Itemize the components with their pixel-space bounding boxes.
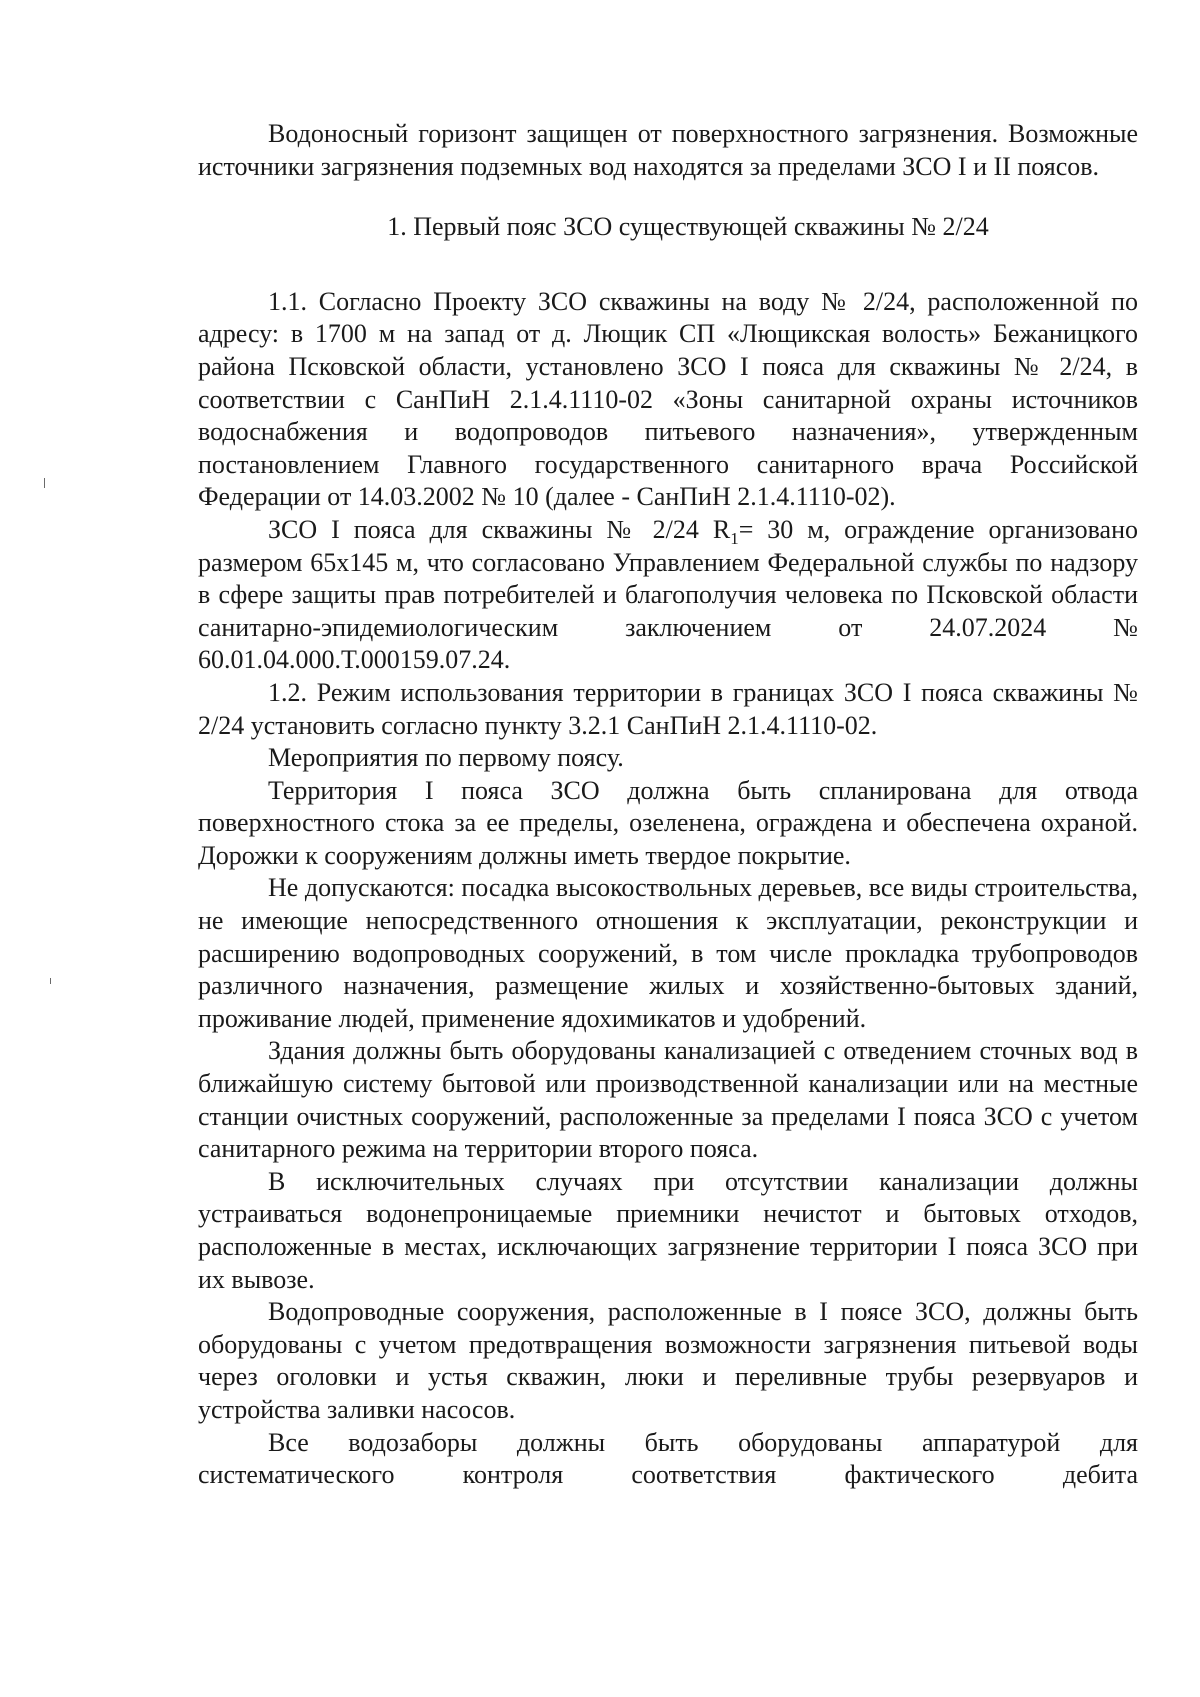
paragraph-1-1: 1.1. Согласно Проекту ЗСО скважины на воду № 2/24, расположенной по адресу: в 1700 м на запад от д. Лющик СП «Лющикская волость» Бежаницкого района Псковской области, установлено ЗСО I пояса для скважины № 2/24, в соответствии с СанПиН 2.1.4.1110-02 «Зоны санитарной охраны источников водоснабжения и водопроводов питьевого назначения», утвержденным постановлением Главного государственного санитарного врача Российской Федерации от 14.03.2002 № 10 (далее - СанПиН 2.1.4.1110-02). (198, 286, 1138, 512)
radius-subscript: 1 (730, 529, 739, 549)
scan-artifact (44, 478, 45, 488)
paragraph-territory: Территория I пояса ЗСО должна быть спланирована для отвода поверхностного стока за ее пределы, озеленена, ограждена и обеспечена охраной. Дорожки к сооружениям должны иметь твердое покрытие. (198, 775, 1138, 870)
intro-paragraph: Водоносный горизонт защищен от поверхностного загрязнения. Возможные источники загрязнения подземных вод находятся за пределами ЗСО I и II поясов. (198, 119, 1138, 181)
paragraph-1-2: 1.2. Режим использования территории в границах ЗСО I пояса скважины № 2/24 установить согласно пункту 3.2.1 СанПиН 2.1.4.1110-02. (198, 677, 1138, 740)
scan-artifact (50, 978, 51, 984)
paragraph-water-structures: Водопроводные сооружения, расположенные в I поясе ЗСО, должны быть оборудованы с учетом предотвращения возможности загрязнения питьевой воды через оголовки и устья скважин, люки и переливные трубы резервуаров и устройства заливки насосов. (198, 1297, 1138, 1424)
section-heading: 1. Первый пояс ЗСО существующей скважины № 2/24 (387, 212, 989, 242)
document-body (198, 118, 1138, 1492)
paragraph-zso-size (198, 514, 1138, 677)
paragraph-buildings: Здания должны быть оборудованы канализацией с отведением сточных вод в ближайшую систему бытовой или производственной канализации или на местные станции очистных сооружений, расположенные за пределами I пояса ЗСО с учетом санитарного режима на территории второго пояса. (198, 1036, 1138, 1164)
paragraph-intakes: Все водозаборы должны быть оборудованы аппаратурой для систематического контроля соответствия фактического дебита (198, 1427, 1138, 1490)
paragraph-exceptional: В исключительных случаях при отсутствии канализации должны устраиваться водонепроницаемые приемники нечистот и бытовых отходов, расположенные в местах, исключающих загрязнение территории I пояса ЗСО при их вывозе. (198, 1166, 1138, 1294)
zso-text-rest: = 30 м, ограждение организовано размером 65x145 м, что согласовано Управлением Федеральной службы по надзору в сфере защиты прав потребителей и благополучия человека по Псковской области санитарно-эпидемиологическим заключением от 24.07.2024 № 60.01.04.000.Т.000159.07.24. (198, 514, 1138, 675)
zso-text-prefix: ЗСО I пояса для скважины № 2/24 R (268, 514, 731, 544)
paragraph-measures: Мероприятия по первому поясу. (268, 743, 624, 773)
paragraph-not-allowed: Не допускаются: посадка высокоствольных деревьев, все виды строительства, не имеющие непосредственного отношения к эксплуатации, реконструкции и расширению водопроводных сооружений, в том числе прокладка трубопроводов различного назначения, размещение жилых и хозяйственно-бытовых зданий, проживание людей, применение ядохимикатов и удобрений. (198, 873, 1138, 1033)
